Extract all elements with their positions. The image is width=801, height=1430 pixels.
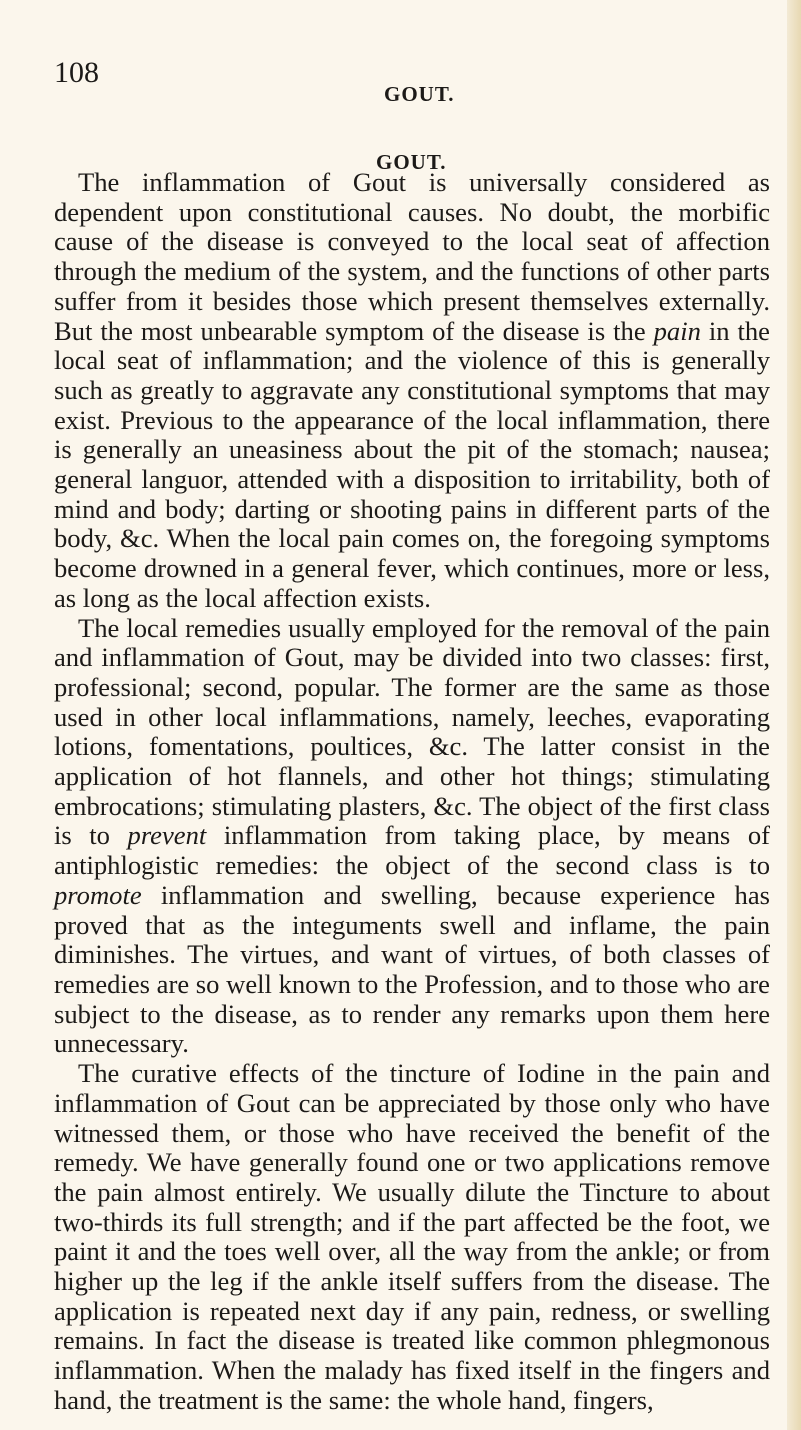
italic-word-pain: pain	[653, 315, 701, 346]
running-head: GOUT.	[384, 82, 455, 106]
italic-word-promote: promote	[54, 879, 142, 910]
italic-word-prevent: prevent	[127, 820, 207, 851]
text-segment: inflammation and swelling, because experience has proved that as the integuments swell and inflame, the pain diminishes. The virtues, and want of virtues, of both classes of remedies are so well known to the Profession, and to those who are subject to the disease, as to render any remarks upon them here unnecessary.	[54, 879, 770, 1059]
paragraph-1	[54, 168, 770, 614]
page-edge	[787, 0, 801, 1430]
text-segment: The inflammation of Gout is universally considered as dependent upon constitutional causes. No doubt, the morbific cause of the disease is conveyed to the local seat of affection through the medium of the system, and the functions of other parts suffer from it besides those which present themselves externally. But the most unbearable symptom of the disease is the	[54, 167, 770, 346]
text-segment: The curative effects of the tincture of Iodine in the pain and inflammation of Gout can be appreciated by those only who have witnessed them, or those who have received the benefit of the remedy. We have generally found one or two applications remove the pain almost entirely. We usually dilute the Tincture to about two-thirds its full strength; and if the part affected be the foot, we paint it and the toes well over, all the way from the ankle; or from higher up the leg if the ankle itself suffers from the disease. The application is repeated next day if any pain, redness, or swelling remains. In fact the disease is treated like common phlegmonous inflammation. When the malady has fixed itself in the fingers and hand, the treatment is the same: the whole hand, fingers,	[54, 1058, 770, 1415]
page-number: 108	[54, 56, 99, 89]
paragraph-3	[54, 1059, 770, 1415]
text-segment: The local remedies usually employed for the removal of the pain and inflammation of Gout, may be divided into two classes: first, professional; second, popular. The former are the same as those used in other local inflammations, namely, leeches, evaporating lotions, fomentations, poultices, &c. The latter consist in the application of hot flannels, and other hot things; stimulating embrocations; stimulating plasters, &c. The object of the first class is to	[54, 612, 770, 851]
body-text	[54, 168, 770, 1416]
section-title: GOUT.	[376, 150, 447, 174]
text-segment: inflammation from taking place, by means of antiphlogistic remedies: the object of the second class is to	[54, 820, 770, 881]
text-segment: in the local seat of inflammation; and the violence of this is generally such as greatly to aggravate any constitutional symptoms that may exist. Previous to the appearance of the local inflammation, there is generally an uneasiness about the pit of the stomach; nausea; general languor, attended with a disposition to irritability, both of mind and body; darting or shooting pains in different parts of the body, &c. When the local pain comes on, the foregoing symptoms become drowned in a general fever, which continues, more or less, as long as the local affection exists.	[54, 315, 770, 613]
paragraph-2	[54, 614, 770, 1060]
